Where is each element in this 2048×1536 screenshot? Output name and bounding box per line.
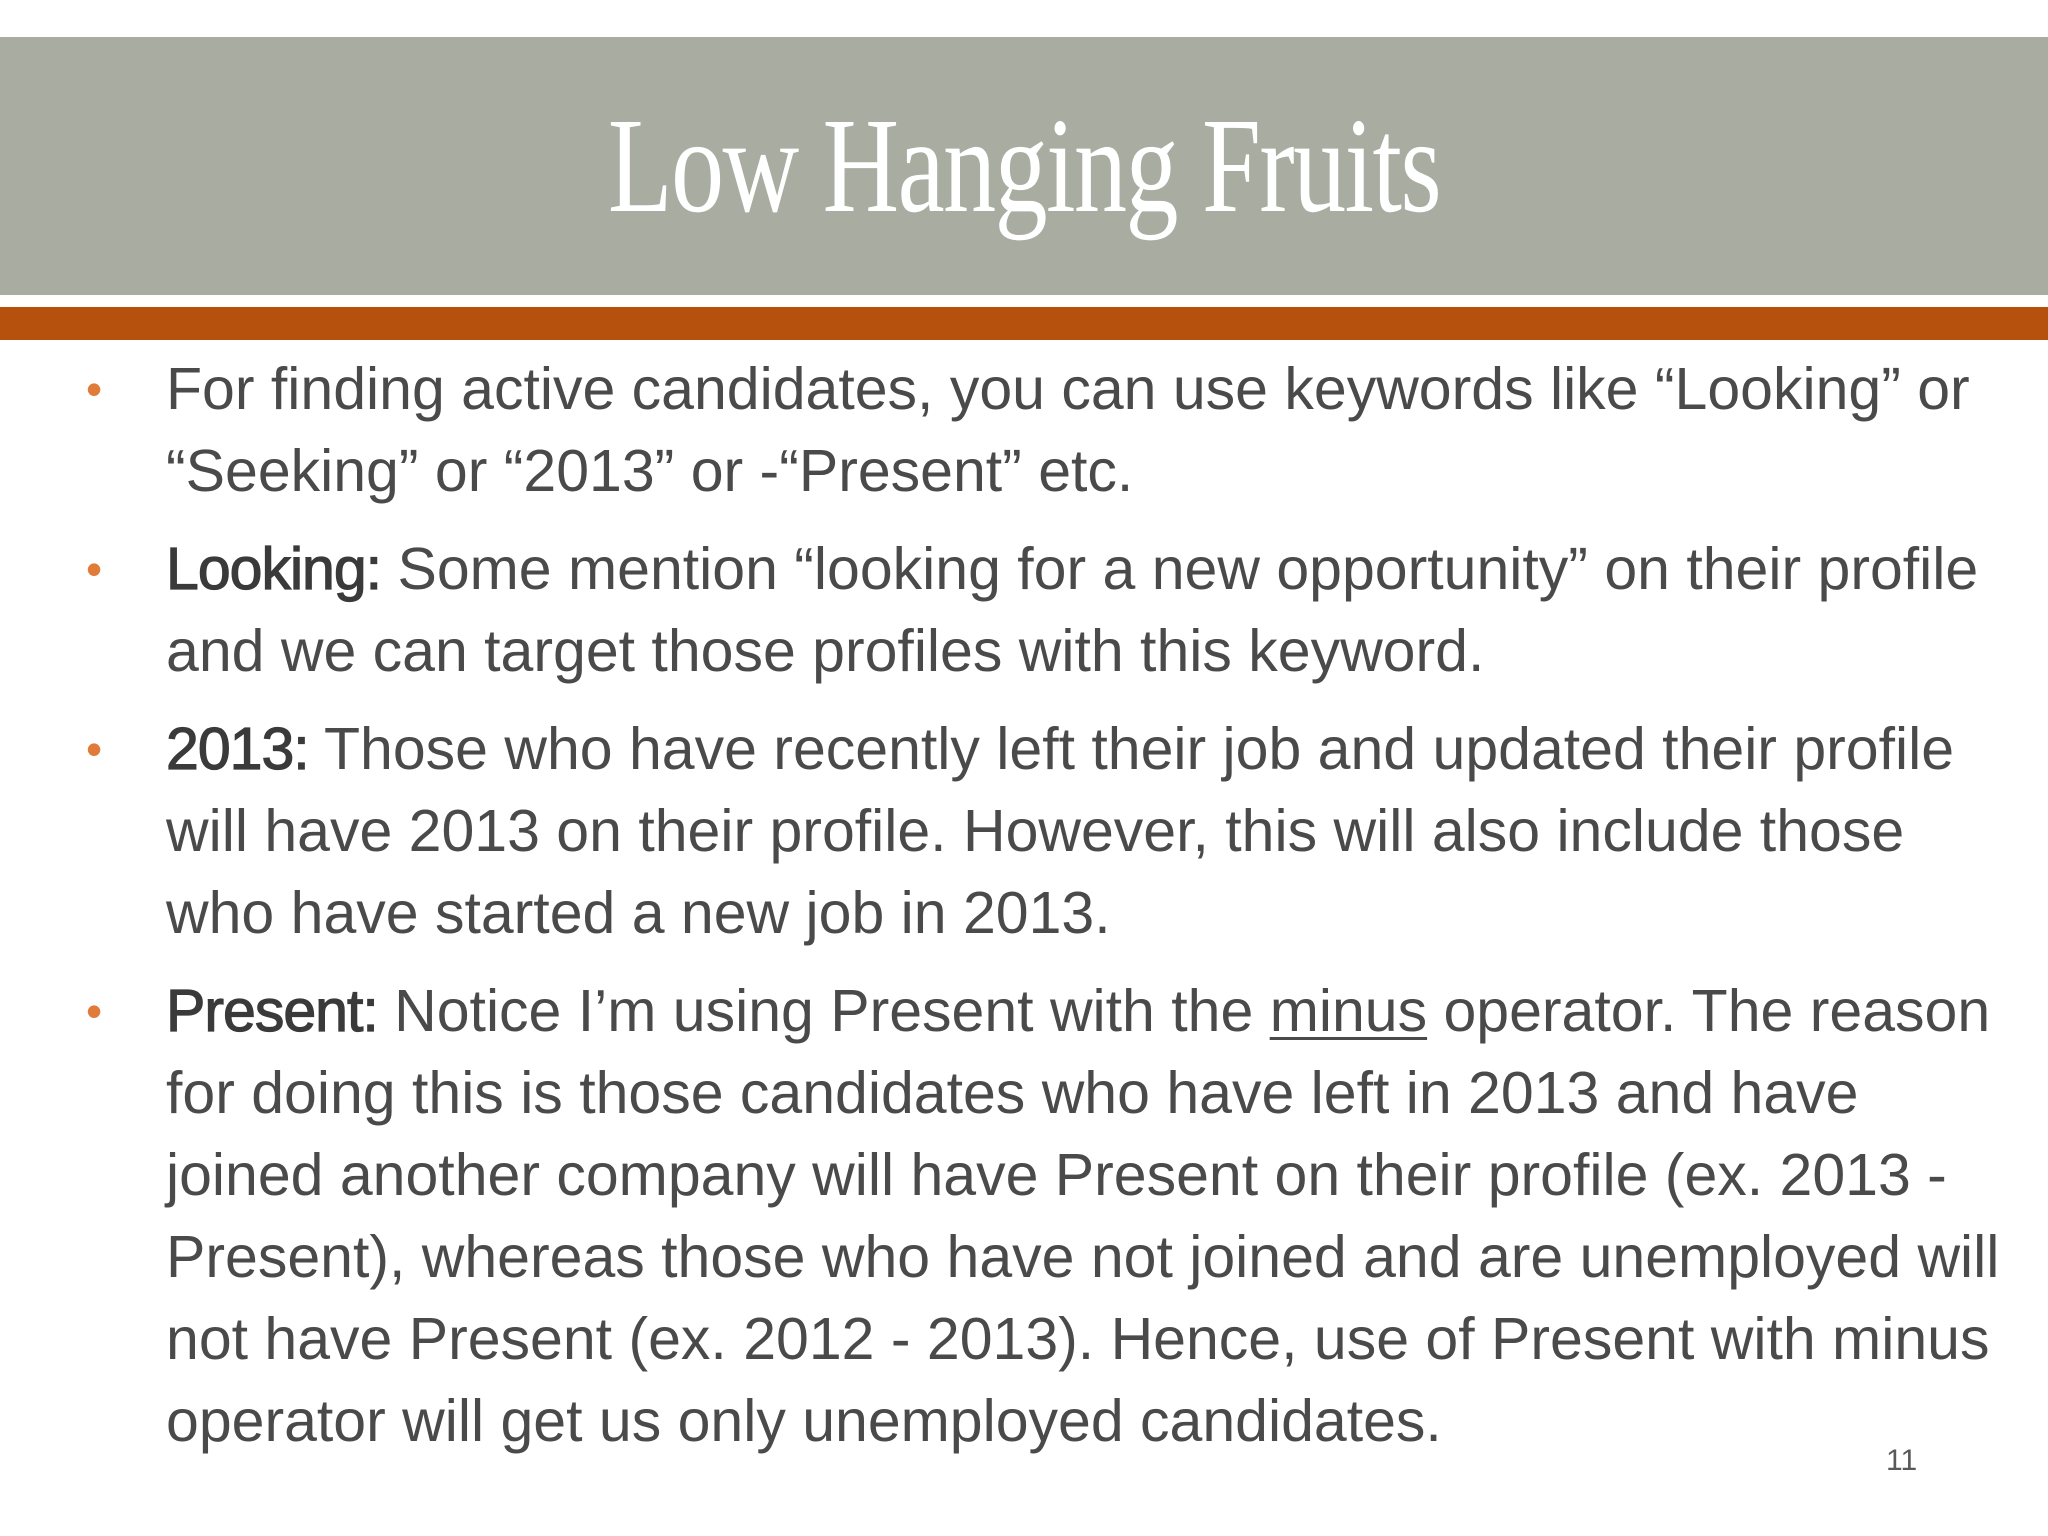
bullet-lead: Present:	[166, 978, 378, 1044]
bullet-item-2013	[0, 708, 2048, 954]
bullet-text: Those who have recently left their job and updated their profile will have 2013 on their profile. However, this will also include those who have started a new job in 2013.	[166, 716, 1955, 946]
bullet-text: Some mention “looking for a new opportunity” on their profile and we can target those profiles with this keyword.	[166, 536, 1979, 684]
bullet-dot-icon: •	[86, 363, 103, 415]
accent-bar	[0, 307, 2048, 340]
bullet-dot-icon: •	[86, 723, 103, 775]
bullet-item-present	[0, 970, 2048, 1462]
slide-title: Low Hanging Fruits	[607, 91, 1441, 241]
bullet-item-active-candidates	[0, 348, 2048, 512]
bullet-lead: Looking:	[166, 536, 382, 602]
slide-content	[0, 348, 2048, 1536]
bullet-item-looking	[0, 528, 2048, 692]
bullet-dot-icon: •	[86, 985, 103, 1037]
bullet-list	[0, 348, 2048, 1462]
bullet-lead: 2013:	[166, 716, 309, 782]
bullet-text-before: Notice I’m using Present with the	[377, 978, 1270, 1044]
bullet-dot-icon: •	[86, 543, 103, 595]
bullet-text: For finding active candidates, you can use keywords like “Looking” or “Seeking” or “2013” or -“Present” etc.	[166, 356, 1970, 504]
bullet-text-after: operator. The reason for doing this is those candidates who have left in 2013 and have joined another company will have Present on their profile (ex. 2013 - Present), whereas those who have not joined and are unemployed will not have Present (ex. 2012 - 2013). Hence, use of Present with minus operator will get us only unemployed candidates.	[166, 978, 2000, 1454]
slide-number: 11	[1886, 1444, 1918, 1477]
title-band	[0, 37, 2048, 295]
underlined-keyword: minus	[1269, 978, 1428, 1044]
